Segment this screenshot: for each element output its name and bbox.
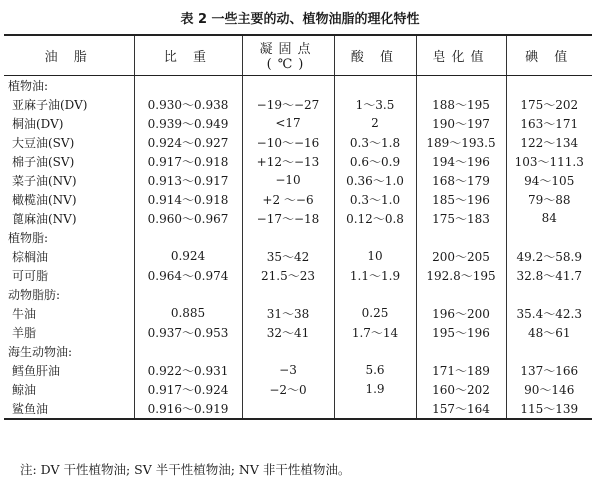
saponification-value-cell: 189～193.5 [416, 133, 506, 152]
acid-value-cell: 1.9 [334, 380, 416, 399]
group-label: 海生动物油: [8, 344, 73, 359]
specific-gravity-cell: 0.914～0.918 [134, 190, 242, 209]
header-freezing-point: 凝固点(℃) [242, 35, 334, 75]
specific-gravity-cell: 0.924～0.927 [134, 133, 242, 152]
empty-cell [506, 342, 592, 361]
empty-cell [506, 75, 592, 95]
table-row [4, 171, 592, 190]
freezing-point-cell: −10 [242, 171, 334, 190]
saponification-value-cell: 185～196 [416, 190, 506, 209]
acid-value-cell: 1.1～1.9 [334, 266, 416, 285]
freezing-point-cell: <17 [242, 114, 334, 133]
oil-name-cell: 棉子油(SV) [12, 154, 75, 169]
empty-cell [334, 285, 416, 304]
table-row [4, 361, 592, 380]
acid-value-cell: 0.12～0.8 [334, 209, 416, 228]
group-row [4, 285, 592, 304]
freezing-point-cell: −17～−18 [242, 209, 334, 228]
empty-cell [416, 228, 506, 247]
group-row [4, 75, 592, 95]
specific-gravity-cell: 0.964～0.974 [134, 266, 242, 285]
empty-cell [506, 285, 592, 304]
group-row [4, 342, 592, 361]
table-body [4, 75, 592, 419]
empty-cell [242, 228, 334, 247]
table-row [4, 190, 592, 209]
iodine-value-cell: 94～105 [506, 171, 592, 190]
oil-name-cell: 菜子油(NV) [12, 173, 77, 188]
saponification-value-cell: 188～195 [416, 95, 506, 114]
oil-name-cell: 桐油(DV) [12, 116, 64, 131]
group-label: 植物脂: [8, 230, 49, 245]
table-row [4, 95, 592, 114]
iodine-value-cell: 48～61 [506, 323, 592, 342]
specific-gravity-cell: 0.917～0.918 [134, 152, 242, 171]
empty-cell [134, 228, 242, 247]
header-specific-gravity: 比 重 [134, 35, 242, 75]
acid-value-cell: 0.25 [334, 304, 416, 323]
table-row [4, 133, 592, 152]
saponification-value-cell: 192.8～195 [416, 266, 506, 285]
oil-name-cell: 羊脂 [12, 325, 37, 340]
empty-cell [416, 75, 506, 95]
table-row [4, 399, 592, 419]
table-row [4, 266, 592, 285]
saponification-value-cell: 200～205 [416, 247, 506, 266]
table-row [4, 304, 592, 323]
header-row [4, 35, 592, 75]
iodine-value-cell: 32.8～41.7 [506, 266, 592, 285]
table-row [4, 247, 592, 266]
specific-gravity-cell: 0.960～0.967 [134, 209, 242, 228]
specific-gravity-cell: 0.916～0.919 [134, 399, 242, 419]
freezing-point-cell: 21.5～23 [242, 266, 334, 285]
empty-cell [242, 342, 334, 361]
saponification-value-cell: 196～200 [416, 304, 506, 323]
group-row [4, 228, 592, 247]
oil-name-cell: 鲸油 [12, 382, 37, 397]
empty-cell [134, 285, 242, 304]
acid-value-cell: 0.3～1.0 [334, 190, 416, 209]
acid-value-cell: 0.3～1.8 [334, 133, 416, 152]
empty-cell [416, 342, 506, 361]
oil-name-cell: 棕榈油 [12, 249, 49, 264]
oil-name-cell: 可可脂 [12, 268, 49, 283]
header-saponification-value: 皂化值 [416, 35, 506, 75]
freezing-point-cell: +2 ～−6 [242, 190, 334, 209]
saponification-value-cell: 171～189 [416, 361, 506, 380]
table-row [4, 380, 592, 399]
oil-name-cell: 亚麻子油(DV) [12, 97, 88, 112]
freezing-point-cell: −19～−27 [242, 95, 334, 114]
iodine-value-cell: 103～111.3 [506, 152, 592, 171]
header-iodine-value: 碘 值 [506, 35, 592, 75]
saponification-value-cell: 175～183 [416, 209, 506, 228]
freezing-point-cell: −10～−16 [242, 133, 334, 152]
table-title: 表 2 一些主要的动、植物油脂的理化特性 [180, 12, 420, 27]
oil-name-cell: 蓖麻油(NV) [12, 211, 77, 226]
acid-value-cell: 2 [334, 114, 416, 133]
oil-name-cell: 橄榄油(NV) [12, 192, 77, 207]
saponification-value-cell: 160～202 [416, 380, 506, 399]
group-label: 植物油: [8, 78, 49, 93]
oil-name-cell: 鲨鱼油 [4, 399, 134, 419]
empty-cell [334, 228, 416, 247]
empty-cell [416, 285, 506, 304]
acid-value-cell: 1.7～14 [334, 323, 416, 342]
iodine-value-cell: 84 [506, 209, 592, 228]
saponification-value-cell: 195～196 [416, 323, 506, 342]
footnote: 注: DV 干性植物油; SV 半干性植物油; NV 非干性植物油。 [20, 462, 351, 477]
freezing-point-cell: +12～−13 [242, 152, 334, 171]
specific-gravity-cell: 0.924 [134, 247, 242, 266]
acid-value-cell: 5.6 [334, 361, 416, 380]
iodine-value-cell: 122～134 [506, 133, 592, 152]
empty-cell [242, 75, 334, 95]
freezing-point-cell: −2～0 [242, 380, 334, 399]
empty-cell [334, 75, 416, 95]
iodine-value-cell: 79～88 [506, 190, 592, 209]
specific-gravity-cell: 0.885 [134, 304, 242, 323]
specific-gravity-cell: 0.913～0.917 [134, 171, 242, 190]
specific-gravity-cell: 0.922～0.931 [134, 361, 242, 380]
specific-gravity-cell: 0.917～0.924 [134, 380, 242, 399]
acid-value-cell: 0.6～0.9 [334, 152, 416, 171]
acid-value-cell [334, 399, 416, 419]
saponification-value-cell: 194～196 [416, 152, 506, 171]
freezing-point-cell: −3 [242, 361, 334, 380]
freezing-point-cell: 32～41 [242, 323, 334, 342]
iodine-value-cell: 90～146 [506, 380, 592, 399]
empty-cell [134, 342, 242, 361]
saponification-value-cell: 168～179 [416, 171, 506, 190]
iodine-value-cell: 35.4～42.3 [506, 304, 592, 323]
oil-properties-table [4, 34, 592, 420]
table-row [4, 209, 592, 228]
table-row [4, 114, 592, 133]
acid-value-cell: 10 [334, 247, 416, 266]
specific-gravity-cell: 0.939～0.949 [134, 114, 242, 133]
iodine-value-cell: 163～171 [506, 114, 592, 133]
header-oil: 油 脂 [4, 35, 134, 75]
specific-gravity-cell: 0.930～0.938 [134, 95, 242, 114]
table-row [4, 152, 592, 171]
table-row [4, 323, 592, 342]
oil-name-cell: 牛油 [12, 306, 37, 321]
oil-name-cell: 大豆油(SV) [12, 135, 75, 150]
iodine-value-cell: 137～166 [506, 361, 592, 380]
group-label: 动物脂肪: [8, 287, 61, 302]
freezing-point-cell: 31～38 [242, 304, 334, 323]
iodine-value-cell: 49.2～58.9 [506, 247, 592, 266]
empty-cell [134, 75, 242, 95]
iodine-value-cell: 115～139 [506, 399, 592, 419]
iodine-value-cell: 175～202 [506, 95, 592, 114]
empty-cell [334, 342, 416, 361]
freezing-point-cell [242, 399, 334, 419]
saponification-value-cell: 190～197 [416, 114, 506, 133]
oil-name-cell: 鳕鱼肝油 [12, 363, 61, 378]
empty-cell [506, 228, 592, 247]
acid-value-cell: 0.36～1.0 [334, 171, 416, 190]
header-acid-value: 酸 值 [334, 35, 416, 75]
acid-value-cell: 1～3.5 [334, 95, 416, 114]
saponification-value-cell: 157～164 [416, 399, 506, 419]
freezing-point-cell: 35～42 [242, 247, 334, 266]
empty-cell [242, 285, 334, 304]
specific-gravity-cell: 0.937～0.953 [134, 323, 242, 342]
